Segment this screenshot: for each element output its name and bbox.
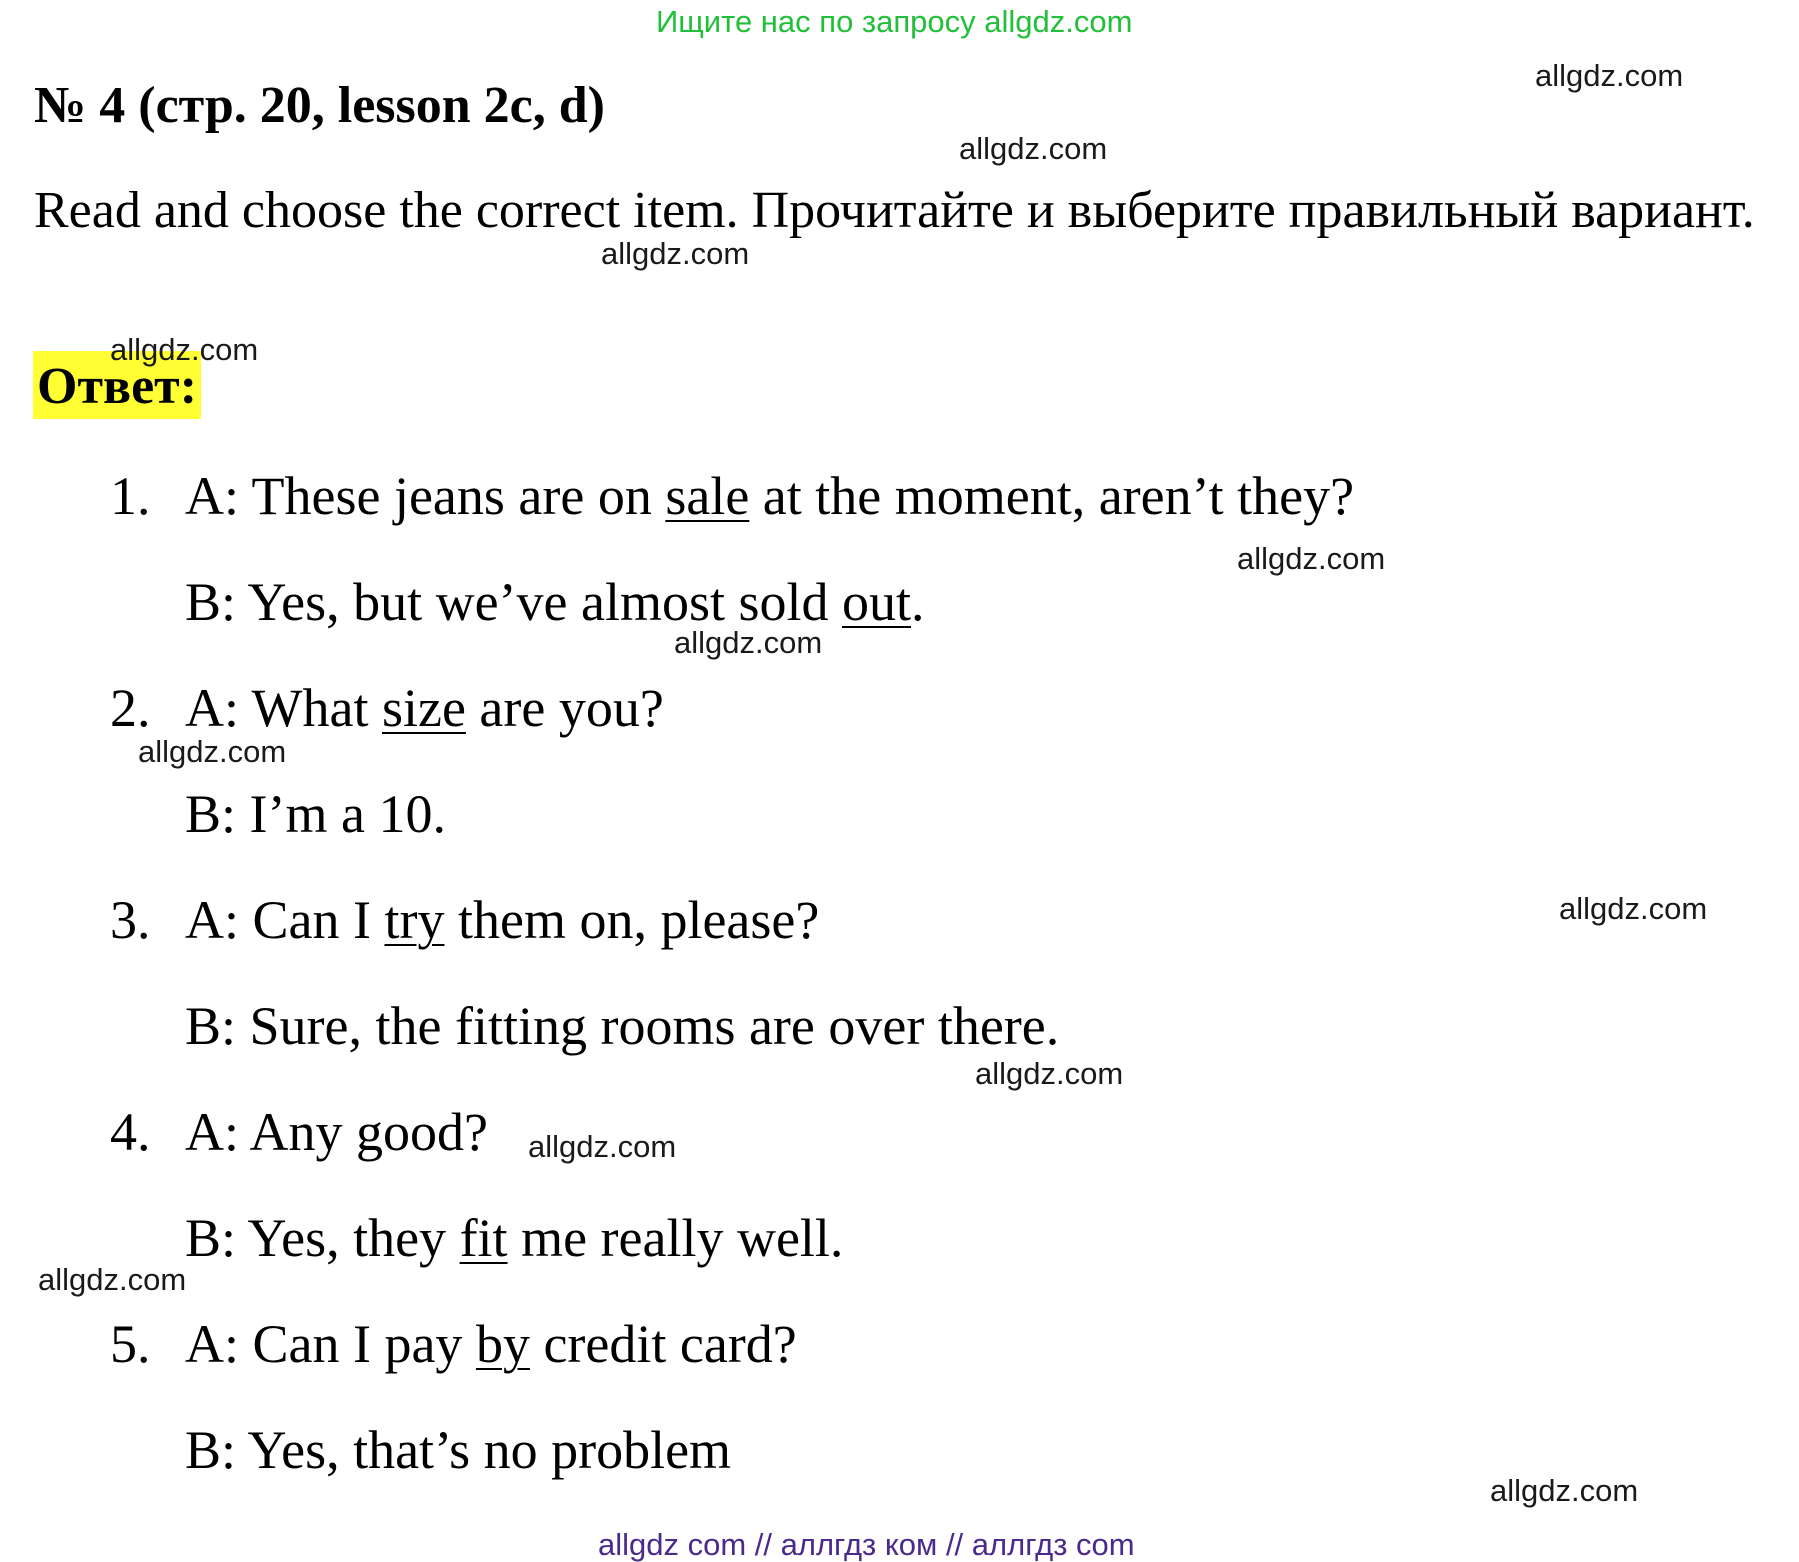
line-text: credit card? [529, 1314, 797, 1374]
watermark: allgdz.com [674, 625, 823, 660]
item-number: 3. [110, 890, 151, 950]
item-number: 4. [110, 1102, 151, 1162]
top-banner[interactable]: Ищите нас по запросу allgdz.com [656, 4, 1133, 39]
line-text: me really well. [507, 1208, 844, 1268]
line-text: them on, please? [444, 890, 820, 950]
line-text: are you? [465, 678, 664, 738]
item-2-line-a [110, 678, 664, 738]
item-5-line-a [110, 1314, 797, 1374]
watermark: allgdz.com [1559, 891, 1708, 926]
item-number: 2. [110, 678, 151, 738]
item-4-line-b [185, 1208, 844, 1268]
line-text: B: Yes, that’s no problem [185, 1420, 732, 1480]
line-text: B: Yes, they [185, 1208, 460, 1268]
item-5-line-b [185, 1420, 732, 1480]
item-3-line-a [110, 890, 820, 950]
line-text: B: I’m a 10. [185, 784, 446, 844]
answer-word: try [384, 890, 445, 950]
watermark: allgdz.com [38, 1262, 187, 1297]
item-1-line-a [110, 466, 1355, 526]
watermark: allgdz.com [959, 131, 1108, 166]
answer-word: sale [665, 466, 750, 526]
line-text: A: These jeans are on [185, 466, 666, 526]
item-3-line-b [185, 996, 1060, 1056]
answer-word: fit [459, 1208, 508, 1268]
instruction-text: Read and choose the correct item. Прочитайте и выберите правильный вариант. [34, 182, 1755, 239]
line-text: A: What [185, 678, 382, 738]
answer-word: size [381, 678, 466, 738]
line-text: A: Can I [185, 890, 385, 950]
answer-label: Ответ: [33, 351, 201, 419]
line-text: A: Can I pay [185, 1314, 476, 1374]
item-number: 5. [110, 1314, 151, 1374]
exercise-title: № 4 (стр. 20, lesson 2c, d) [34, 77, 605, 134]
answer-word: out [842, 572, 912, 632]
line-text: B: Sure, the fitting rooms are over there. [185, 996, 1060, 1056]
item-1-line-b [185, 572, 925, 632]
watermark: allgdz.com [601, 236, 750, 271]
line-text: B: Yes, but we’ve almost sold [185, 572, 843, 632]
watermark: allgdz.com [975, 1056, 1124, 1091]
watermark: allgdz.com [110, 332, 259, 367]
watermark: allgdz.com [1490, 1473, 1639, 1508]
item-number: 1. [110, 466, 151, 526]
item-4-line-a [110, 1102, 488, 1162]
line-text: at the moment, aren’t they? [749, 466, 1355, 526]
watermark: allgdz.com [528, 1129, 677, 1164]
watermark: allgdz.com [1237, 541, 1386, 576]
item-2-line-b [185, 784, 446, 844]
line-text: . [911, 572, 925, 632]
bottom-banner[interactable]: allgdz com // аллгдз ком // аллгдз com [598, 1527, 1135, 1562]
watermark: allgdz.com [1535, 58, 1684, 93]
line-text: A: Any good? [185, 1102, 488, 1162]
answer-word: by [475, 1314, 530, 1374]
watermark: allgdz.com [138, 734, 287, 769]
